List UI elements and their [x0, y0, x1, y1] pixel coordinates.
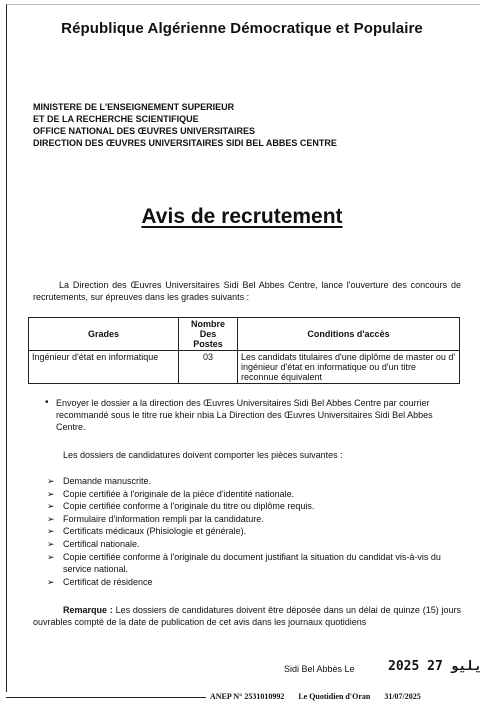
- intro-text: La Direction des Œuvres Universitaires Sidi Bel Abbes Centre, lance l'ouverture des concours de recrutements, sur épreuves dans les grades suivants :: [33, 280, 461, 302]
- header-posts: [179, 318, 238, 351]
- arrow-icon: ➢: [47, 476, 55, 486]
- arrow-icon: ➢: [47, 513, 55, 524]
- list-item: ➢ Formulaire d'information rempli par la candidature.: [47, 513, 264, 524]
- required-documents-list: [47, 475, 467, 588]
- footer-rule: [6, 697, 206, 698]
- footer-anep: ANEP N° 2531010992: [210, 692, 285, 701]
- ministry-line: OFFICE NATIONAL DES ŒUVRES UNIVERSITAIRES: [33, 126, 256, 136]
- ministry-block: [33, 101, 337, 149]
- arrow-icon: ➢: [47, 501, 55, 512]
- arrow-icon: ➢: [47, 576, 55, 587]
- cell-posts: 03: [179, 351, 238, 384]
- header-conditions: Conditions d'accès: [238, 318, 460, 351]
- publication-footer: [210, 692, 433, 701]
- arrow-icon: ➢: [47, 526, 55, 537]
- ministry-line: MINISTERE DE L'ENSEIGNEMENT SUPERIEUR: [33, 102, 235, 112]
- list-item: ➢ Certificats médicaux (Phisiologie et générale).: [47, 526, 247, 537]
- footer-date: 31/07/2025: [384, 692, 421, 701]
- signature-date: 2025 ﻳﻠﻴﻮ 27: [388, 659, 482, 674]
- bullet-dot-icon: •: [45, 397, 49, 408]
- remark-label: Remarque :: [63, 605, 113, 615]
- list-item: ➢ Demande manuscrite.: [47, 476, 152, 486]
- header-posts-line: Nombre: [190, 319, 225, 329]
- table-row: [29, 351, 460, 384]
- dossier-intro: Les dossiers de candidatures doivent comporter les pièces suivantes :: [63, 450, 343, 460]
- list-item: ➢ Certifical nationale.: [47, 538, 140, 549]
- signature-place: Sidi Bel Abbès Le: [284, 664, 355, 674]
- table-header-row: [29, 318, 460, 351]
- header-posts-line: Postes: [193, 339, 223, 349]
- remark-text: Les dossiers de candidatures doivent être déposée dans un délai de quinze (15) jours ouvrables compté de la date de publication de cet avis dans les journaux quotidiens: [33, 605, 461, 627]
- ministry-line: DIRECTION DES ŒUVRES UNIVERSITAIRES SIDI BEL ABBES CENTRE: [33, 138, 337, 148]
- remark-paragraph: [33, 604, 461, 628]
- list-item: ➢ Certificat de résidence: [47, 576, 153, 587]
- list-item: ➢ Copie certifiée à l'originale de la pièce d'identité nationale.: [47, 488, 295, 499]
- grades-table: [28, 317, 460, 384]
- arrow-icon: ➢: [47, 551, 55, 562]
- header-grades: Grades: [29, 318, 179, 351]
- intro-paragraph: [33, 279, 461, 303]
- list-item: ➢ Copie certifiée conforme à l'originale du titre ou diplôme requis.: [47, 501, 315, 512]
- footer-newspaper: Le Quotidien d'Oran: [298, 692, 371, 701]
- arrow-icon: ➢: [47, 538, 55, 549]
- send-instructions: Envoyer le dossier a la direction des Œuvres Universitaires Sidi Bel Abbes Centre par courrier recommandé sous le titre rue kheir nbia La Direction des Œuvres Universitaires Sidi Bel Abbes Centre.: [56, 398, 433, 432]
- ministry-line: ET DE LA RECHERCHE SCIENTIFIQUE: [33, 114, 199, 124]
- cell-grade: Ingénieur d'état en informatique: [29, 351, 179, 384]
- header-posts-line: Des: [199, 329, 217, 339]
- arrow-icon: ➢: [47, 488, 55, 499]
- notice-title: Avis de recrutement: [141, 205, 343, 228]
- cell-conditions: Les candidats titulaires d'une diplôme de master ou d' ingénieur d'état en informatique ou d'un titre reconnue équivalent: [238, 351, 460, 384]
- republic-heading: République Algérienne Démocratique et Populaire: [61, 20, 423, 37]
- list-item: ➢ Copie certifiée conforme à l'originale du document justifiant la situation du candidat vis-à-vis du service national.: [47, 551, 441, 575]
